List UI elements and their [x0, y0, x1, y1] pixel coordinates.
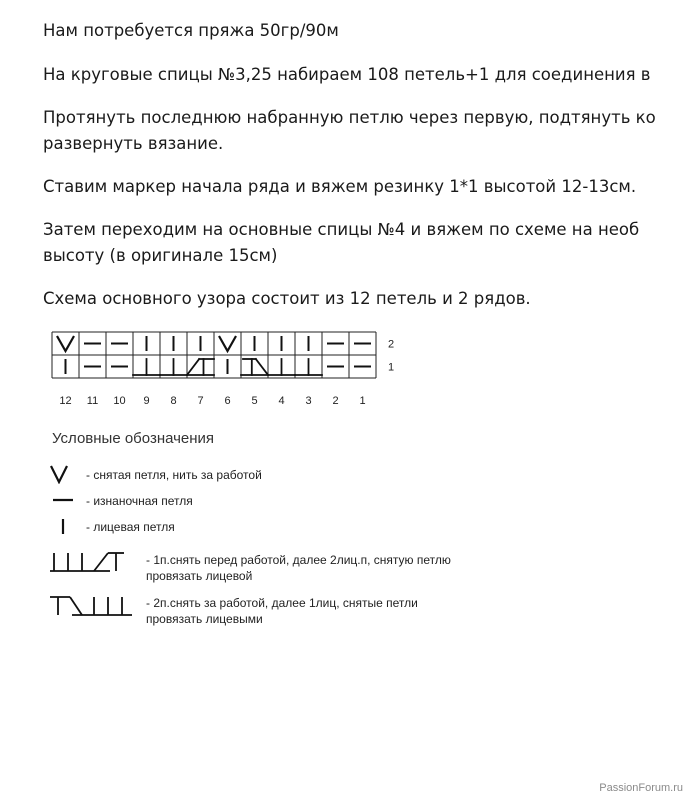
slip-stitch-icon	[48, 464, 78, 484]
legend-item-right-cross: - 2п.снять за работой, далее 1лиц, снятые петли провязать лицевыми	[146, 596, 418, 626]
cross_left-cell	[133, 359, 160, 375]
knitting-chart	[48, 327, 408, 417]
chart-grid	[52, 332, 376, 378]
column-label: 9	[143, 395, 150, 407]
legend-title: Условные обозначения	[52, 430, 215, 447]
column-label: 12	[59, 395, 72, 407]
paragraph-cast-on: На круговые спицы №3,25 набираем 108 петель+1 для соединения в	[43, 65, 651, 84]
column-label: 7	[197, 395, 204, 407]
paragraph-yarn: Нам потребуется пряжа 50гр/90м	[43, 21, 339, 40]
paragraph-scheme: Схема основного узора состоит из 12 петель и 2 рядов.	[43, 289, 531, 308]
paragraph-join-line2: развернуть вязание.	[43, 134, 224, 153]
column-label: 5	[251, 395, 258, 407]
cross_left-cell	[187, 359, 214, 375]
left-cross-icon	[48, 550, 136, 574]
cross_left-cell	[160, 359, 187, 375]
paragraph-join-line1: Протянуть последнюю набранную петлю через первую, подтянуть ко	[43, 108, 656, 127]
legend-item-slip: - снятая петля, нить за работой	[86, 468, 262, 482]
knit-stitch-icon	[48, 516, 78, 536]
column-label: 8	[170, 395, 177, 407]
column-label: 10	[113, 395, 126, 407]
row-label: 1	[388, 361, 395, 374]
purl-stitch-icon	[48, 490, 78, 510]
watermark: PassionForum.ru	[599, 782, 683, 794]
column-label: 2	[332, 395, 339, 407]
column-label: 11	[86, 395, 99, 407]
legend-item-purl: - изнаночная петля	[86, 494, 193, 508]
paragraph-ribbing: Ставим маркер начала ряда и вяжем резинку 1*1 высотой 12-13см.	[43, 177, 637, 196]
column-label: 4	[278, 395, 285, 407]
paragraph-main-line2: высоту (в оригинале 15см)	[43, 246, 278, 265]
column-label: 3	[305, 395, 312, 407]
slip-cell	[219, 336, 236, 351]
paragraph-main-line1: Затем переходим на основные спицы №4 и вяжем по схеме на необ	[43, 220, 640, 239]
chart-row-labels	[388, 339, 394, 374]
slip-cell	[57, 336, 74, 351]
row-label: 2	[388, 338, 395, 351]
legend-item-left-cross: - 1п.снять перед работой, далее 2лиц.п, снятую петлю провязать лицевой	[146, 553, 451, 583]
column-label: 1	[359, 395, 366, 407]
column-label: 6	[224, 395, 231, 407]
cross_right-cell	[295, 359, 322, 375]
cross_right-cell	[268, 359, 295, 375]
right-cross-icon	[48, 594, 136, 618]
cross_right-cell	[241, 359, 268, 375]
chart-column-labels	[59, 395, 365, 407]
legend-item-knit: - лицевая петля	[86, 520, 175, 534]
